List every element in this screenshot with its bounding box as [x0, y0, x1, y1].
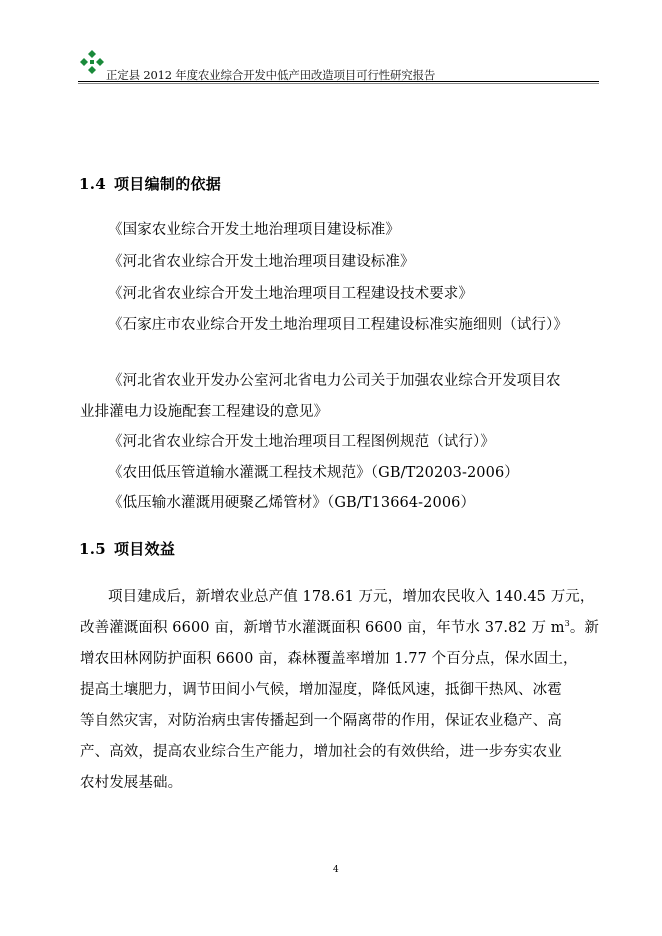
- section-number: 1.4: [79, 175, 106, 193]
- benefit-line: 产、高效，提高农业综合生产能力，增加社会的有效供给，进一步夯实农业: [80, 744, 562, 760]
- reference-item: 《河北省农业综合开发土地治理项目建设标准》: [108, 254, 415, 270]
- benefit-line: 农村发展基础。: [80, 775, 183, 791]
- reference-item: 《国家农业综合开发土地治理项目建设标准》: [108, 222, 400, 238]
- reference-item: 《河北省农业综合开发土地治理项目工程建设技术要求》: [108, 286, 473, 302]
- company-logo-icon: [79, 49, 105, 75]
- section-title: 项目效益: [114, 540, 176, 558]
- benefit-line-text: 改善灌溉面积 6600 亩，新增节水灌溉面积 6600 亩，年节水 37.82 万 m: [80, 620, 565, 636]
- header-rule: [78, 81, 599, 82]
- reference-item: 《石家庄市农业综合开发土地治理项目工程建设标准实施细则（试行）》: [108, 317, 568, 333]
- benefit-line: 项目建成后，新增农业总产值 178.61 万元，增加农民收入 140.45 万元，: [108, 589, 595, 605]
- page-number: 4: [333, 865, 339, 875]
- benefit-line: 等自然灾害，对防治病虫害传播起到一个隔离带的作用，保证农业稳产、高: [80, 713, 562, 729]
- header-title: 正定县 2012 年度农业综合开发中低产田改造项目可行性研究报告: [106, 68, 436, 82]
- reference-item: 《低压输水灌溉用硬聚乙烯管材》（GB/T13664-2006）: [108, 495, 476, 511]
- benefit-line: [80, 616, 599, 637]
- reference-item-long-line1: 《河北省农业开发办公室河北省电力公司关于加强农业综合开发项目农: [108, 373, 561, 389]
- section-number: 1.5: [79, 540, 106, 558]
- reference-item: 《农田低压管道输水灌溉工程技术规范》（GB/T20203-2006）: [108, 465, 519, 481]
- reference-item-long-line2: 业排灌电力设施配套工程建设的意见》: [80, 404, 329, 420]
- benefit-line-tail: 。新: [569, 620, 600, 636]
- section-1-4-heading: [79, 173, 221, 194]
- benefit-line: 提高土壤肥力，调节田间小气候，增加湿度，降低风速，抵御干热风、冰雹: [80, 682, 562, 698]
- header-rule-thin: [78, 83, 599, 84]
- superscript: 3: [564, 619, 570, 629]
- reference-item: 《河北省农业综合开发土地治理项目工程图例规范（试行）》: [108, 434, 495, 450]
- benefit-line: 增农田林网防护面积 6600 亩，森林覆盖率增加 1.77 个百分点，保水固土，: [80, 651, 578, 667]
- section-1-5-heading: [79, 538, 175, 559]
- section-title: 项目编制的依据: [114, 175, 222, 193]
